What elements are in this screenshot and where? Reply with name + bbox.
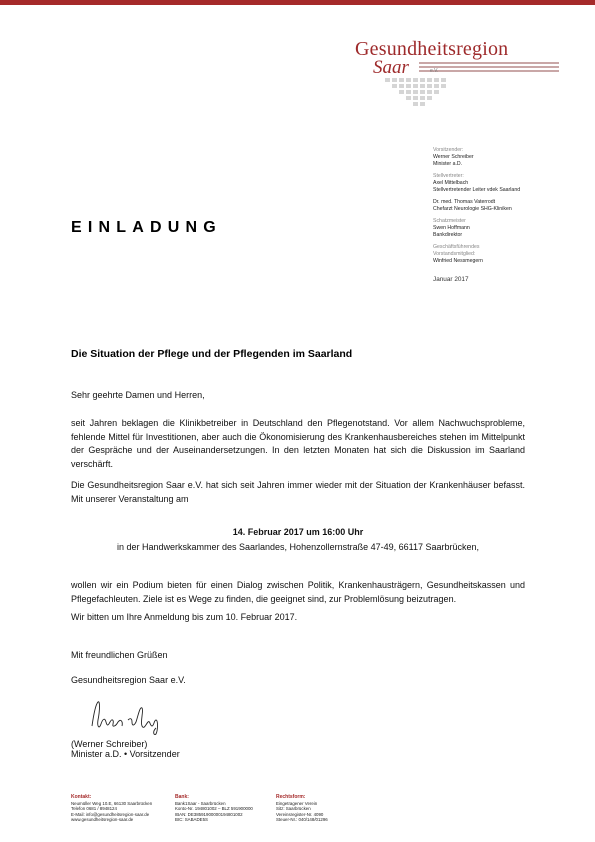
signer-title: Minister a.D. • Vorsitzender	[71, 749, 180, 759]
footer-legal-line: Sitz: Saarbrücken	[276, 806, 311, 812]
footer-contact	[71, 795, 171, 823]
paragraph-3: wollen wir ein Podium bieten für einen Dialog zwischen Politik, Krankenhausträgern, Gesundheitskassen und Pflegefachleuten. Ziele ist es Wege zu finden, die geeignet sind, zur Problemlösung beizutragen.	[71, 580, 525, 604]
treasurer-label: Schatzmeister	[433, 218, 466, 224]
logo-text-line2: Saar	[373, 57, 409, 78]
footer-bank-label: Bank:	[175, 794, 189, 800]
paragraph-2: Die Gesundheitsregion Saar e.V. hat sich seit Jahren immer wieder mit der Situation der Krankenhäuser befasst. Mit unserer Veranstaltung am	[71, 480, 525, 504]
registration-note: Wir bitten um Ihre Anmeldung bis zum 10. Februar 2017.	[71, 612, 298, 622]
closing-greeting: Mit freundlichen Grüßen	[71, 650, 168, 660]
organization-logo	[355, 38, 560, 110]
salutation: Sehr geehrte Damen und Herren,	[71, 390, 205, 400]
footer-legal	[276, 795, 376, 823]
logo-stripes	[419, 62, 559, 74]
logo-suffix: e.V.	[430, 68, 439, 74]
chair-label: Vorsitzender:	[433, 147, 464, 153]
deputy2-title: Chefarzt Neurologie SHG-Kliniken	[433, 206, 512, 212]
deputy1-name: Axel Mittelbach	[433, 180, 469, 186]
footer-bank-line: Konto-Nr. 194801002 – BLZ 591900000	[175, 806, 253, 812]
paragraph-1: seit Jahren beklagen die Klinikbetreiber in Deutschland den Pflegenotstand. Vor allem Nachwuchsprobleme, fehlende Mittel für Investitionen, aber auch die Ökonomisierung des Krankenhausbereiches stehen im Mittelpunkt der Gespräche und der Auseinandersetzungen. In den letzten Monaten hat sich die Diskussion im Saarland verschärft.	[71, 418, 525, 469]
top-border	[0, 0, 595, 5]
footer-bank-line: IBAN: DE38591900000194801002	[175, 811, 243, 817]
logo-text-line1: Gesundheitsregion	[355, 38, 509, 60]
board-label-1: Geschäftsführendes	[433, 244, 480, 250]
subject-line: Die Situation der Pflege und der Pflegenden im Saarland	[71, 348, 353, 360]
treasurer-name: Swen Hoffmann	[433, 225, 470, 231]
footer-legal-label: Rechtsform:	[276, 794, 306, 800]
footer-bank	[175, 795, 275, 823]
board-member-name: Winfried Nessmegern	[433, 258, 483, 264]
deputy1-title: Stellvertretender Leiter vdek Saarland	[433, 187, 521, 193]
organization-name: Gesundheitsregion Saar e.V.	[71, 675, 186, 685]
footer-bank-line: BIC: SABADE5S	[175, 817, 208, 823]
chair-name: Werner Schreiber	[433, 154, 474, 160]
footer-legal-line: Vereinsregister-Nr. 4090	[276, 811, 324, 817]
letter-date: Januar 2017	[433, 276, 469, 283]
footer-contact-website[interactable]: www.gesundheitsregion-saar.de	[71, 817, 134, 823]
treasurer-title: Bankdirektor	[433, 232, 463, 238]
board-sidebar	[433, 147, 573, 283]
footer-legal-line: Steuer-Nr.: 040/148/01296	[276, 817, 328, 823]
board-label-2: Vorstandsmitglied:	[433, 251, 476, 257]
footer-contact-line: Telefon 0681 / 8948124	[71, 806, 117, 812]
footer-bank-line: Bank1Saar - Saarbrücken	[175, 800, 226, 806]
footer-contact-email[interactable]: E-Mail: info@gesundheitsregion-saar.de	[71, 811, 150, 817]
event-location: in der Handwerkskammer des Saarlandes, Hohenzollernstraße 47-49, 66117 Saarbrücken,	[116, 542, 480, 552]
footer-contact-line: Neumüller Weg 10.E, 66130 Saarbrücken	[71, 800, 153, 806]
document-heading: EINLADUNG	[71, 219, 222, 236]
signer-name: (Werner Schreiber)	[71, 739, 148, 749]
deputies-label: Stellvertreter:	[433, 173, 464, 179]
footer-contact-label: Kontakt:	[71, 794, 92, 800]
event-date: 14. Februar 2017 um 16:00 Uhr	[232, 527, 364, 537]
logo-grid-graphic	[385, 78, 455, 108]
deputy2-name: Dr. med. Thomas Vaterrodt	[433, 199, 496, 205]
footer-legal-line: Eingetragener Verein	[276, 800, 318, 806]
chair-title: Minister a.D.	[433, 161, 463, 167]
handwritten-signature	[88, 696, 168, 736]
